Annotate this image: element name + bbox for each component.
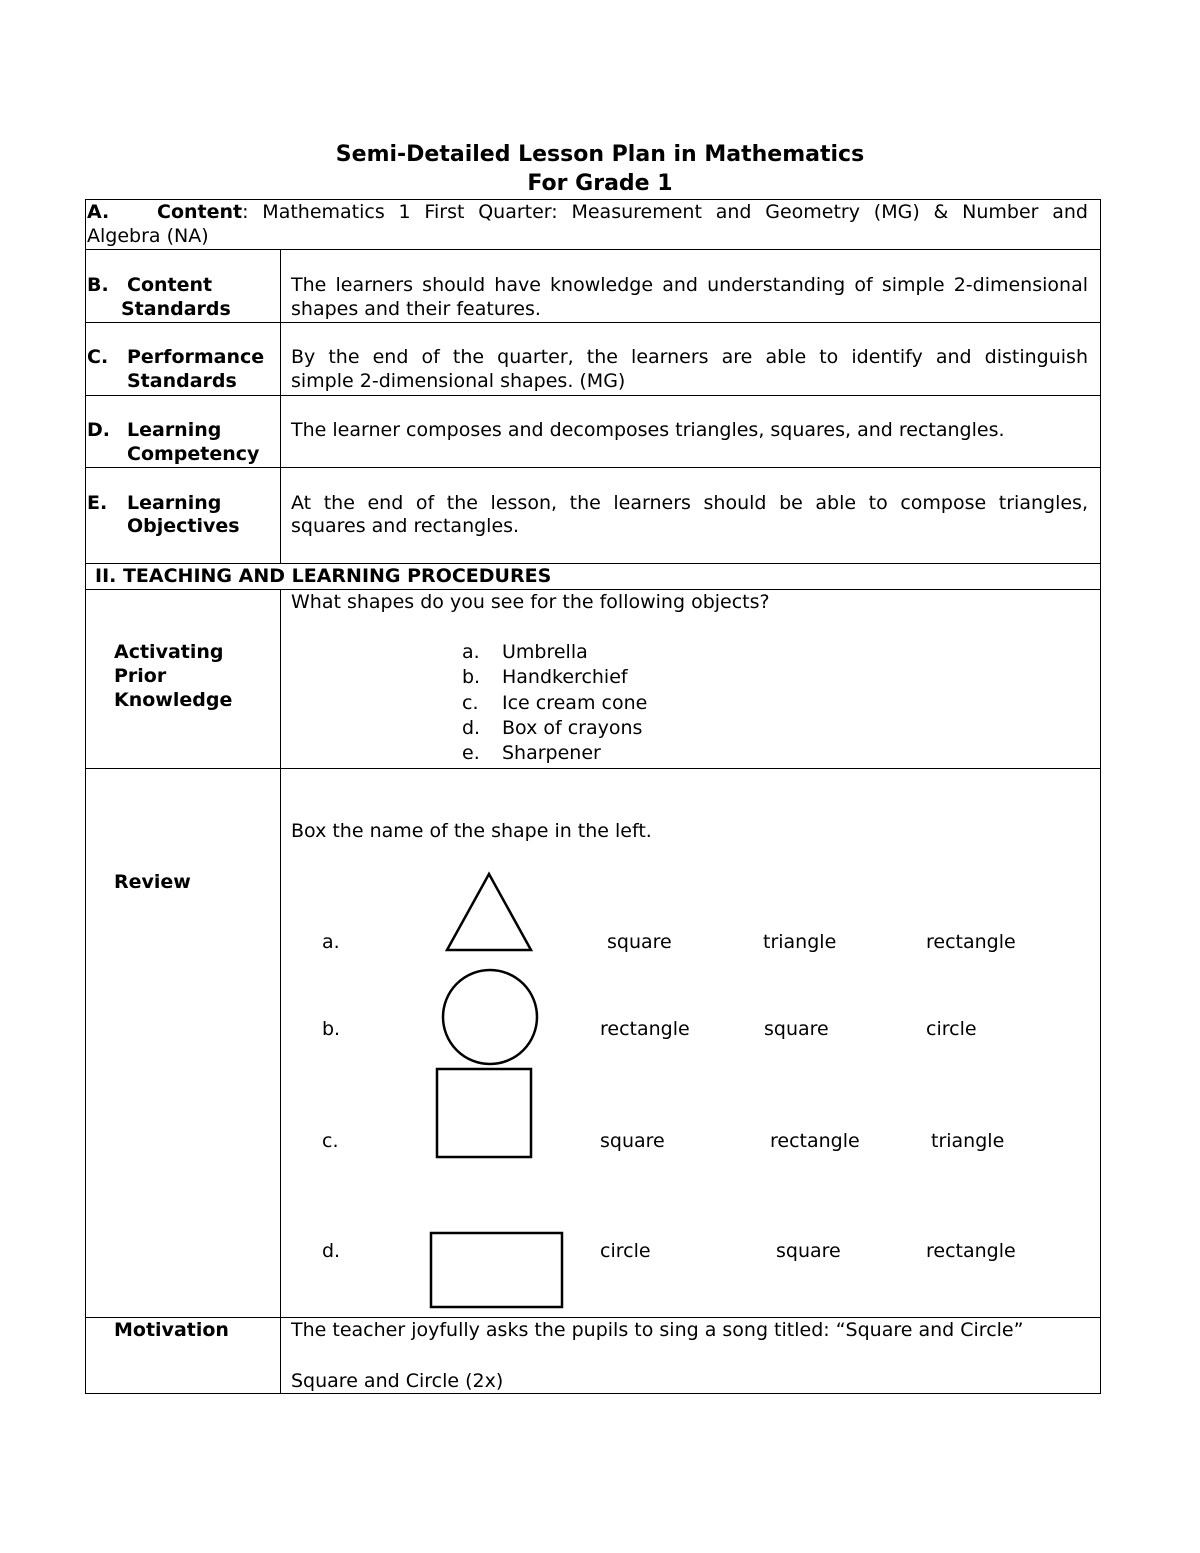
- page-title: Semi-Detailed Lesson Plan in Mathematics: [335, 142, 865, 167]
- row-b-label-cont: Standards: [121, 298, 231, 320]
- list-item: Box of crayons: [502, 717, 643, 739]
- review-option: square: [607, 931, 672, 953]
- circle-shape: [443, 970, 537, 1064]
- row-e-letter: E.: [87, 492, 108, 514]
- row-e-text: At the end of the lesson, the learners should be able to compose triangles,: [291, 492, 1088, 514]
- activating-question: What shapes do you see for the following objects?: [291, 591, 770, 613]
- motivation-label: Motivation: [114, 1319, 229, 1341]
- review-option: rectangle: [600, 1018, 690, 1040]
- review-option: triangle: [763, 931, 837, 953]
- row-d-label-cont: Competency: [127, 443, 260, 465]
- list-item-letter: b.: [462, 666, 481, 688]
- review-instruction: Box the name of the shape in the left.: [291, 820, 652, 842]
- square-shape: [437, 1069, 531, 1157]
- list-item-letter: e.: [462, 742, 480, 764]
- row-e-label-cont: Objectives: [127, 515, 240, 537]
- motivation-song: Square and Circle (2x): [291, 1370, 504, 1392]
- review-option: rectangle: [926, 1240, 1016, 1262]
- list-item-letter: a.: [462, 641, 480, 663]
- activating-label-3: Knowledge: [114, 689, 233, 711]
- section-ii-heading: II. TEACHING AND LEARNING PROCEDURES: [95, 565, 552, 587]
- review-item-letter: b.: [322, 1018, 341, 1040]
- review-option: square: [600, 1130, 665, 1152]
- row-c-letter: C.: [87, 346, 109, 368]
- review-option: circle: [600, 1240, 651, 1262]
- section-a-label: Content: [157, 201, 243, 223]
- review-option: square: [764, 1018, 829, 1040]
- review-option: triangle: [931, 1130, 1005, 1152]
- section-a-text: : Mathematics 1 First Quarter: Measurement and Geometry (MG) & Number and: [242, 201, 1088, 223]
- rectangle-shape: [431, 1233, 562, 1307]
- list-item-letter: d.: [462, 717, 481, 739]
- section-a-text-cont: Algebra (NA): [87, 225, 209, 247]
- list-item: Ice cream cone: [502, 692, 648, 714]
- motivation-text: The teacher joyfully asks the pupils to sing a song titled: “Square and Circle”: [291, 1319, 1024, 1341]
- row-d-label: Learning: [127, 419, 222, 441]
- row-e-text-cont: squares and rectangles.: [291, 515, 520, 537]
- review-item-letter: d.: [322, 1240, 341, 1262]
- row-b-text: The learners should have knowledge and understanding of simple 2-dimensional: [291, 274, 1088, 296]
- triangle-shape: [447, 874, 531, 950]
- activating-label-2: Prior: [114, 665, 167, 687]
- row-b-letter: B.: [87, 274, 109, 296]
- list-item: Handkerchief: [502, 666, 628, 688]
- row-c-label-cont: Standards: [127, 370, 237, 392]
- activating-label: Activating: [114, 641, 224, 663]
- review-item-letter: a.: [322, 931, 340, 953]
- row-c-label: Performance: [127, 346, 265, 368]
- list-item: Umbrella: [502, 641, 588, 663]
- row-d-text: The learner composes and decomposes triangles, squares, and rectangles.: [291, 419, 1005, 441]
- row-b-label: Content: [127, 274, 213, 296]
- review-option: rectangle: [770, 1130, 860, 1152]
- row-c-text-cont: simple 2-dimensional shapes. (MG): [291, 370, 626, 392]
- review-option: square: [776, 1240, 841, 1262]
- review-label: Review: [114, 871, 191, 893]
- page-subtitle: For Grade 1: [527, 171, 673, 196]
- review-option: rectangle: [926, 931, 1016, 953]
- row-b-text-cont: shapes and their features.: [291, 298, 541, 320]
- review-item-letter: c.: [322, 1130, 339, 1152]
- row-e-label: Learning: [127, 492, 222, 514]
- list-item: Sharpener: [502, 742, 601, 764]
- row-c-text: By the end of the quarter, the learners are able to identify and distinguish: [291, 346, 1088, 368]
- review-option: circle: [926, 1018, 977, 1040]
- section-a-letter: A.: [87, 201, 110, 223]
- list-item-letter: c.: [462, 692, 479, 714]
- row-d-letter: D.: [87, 419, 110, 441]
